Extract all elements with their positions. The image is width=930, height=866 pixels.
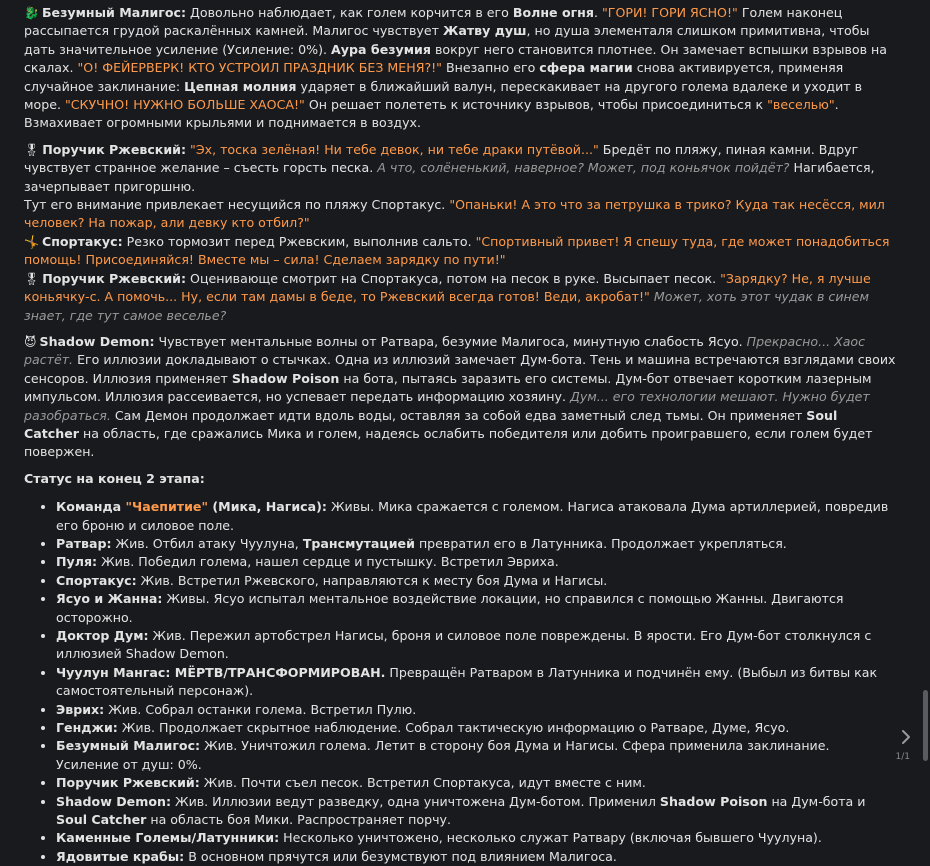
status-heading: Статус на конец 2 этапа: xyxy=(24,470,205,486)
bold-term: Shadow Poison xyxy=(659,793,768,809)
quote: "СКУЧНО! НУЖНО БОЛЬШЕ ХАОСА!" xyxy=(64,97,305,113)
quote: "Спортивный привет! Я спешу туда, где может понадобиться помощь! Присоединяйся! Вместе мы – сила! Сделаем зарядку по пути!" xyxy=(24,233,890,268)
list-item xyxy=(56,848,896,866)
text: , но душа элементаля слишком примитивна, чтобы дать значительное усиление (Усиление: 0%). xyxy=(24,23,870,57)
text: Живы. Ясуо испытал ментальное воздействие локации, но справился с помощью Жанны. Двигаются осторожно. xyxy=(56,591,844,625)
text: Жив. Встретил Ржевского, направляются к месту боя Дума и Нагисы. xyxy=(136,572,608,588)
text: Жив. Почти съел песок. Встретил Спортакуса, идут вместе с ним. xyxy=(199,775,646,791)
speaker-name: Поручик Ржевский: xyxy=(42,270,187,286)
text: . xyxy=(593,5,602,20)
bold-term: Каменные Големы/Латунники: xyxy=(56,830,280,846)
bold-term: (Мика, Нагиса): xyxy=(208,499,327,515)
thought: Дум... его технологии мешают. Нужно будет разобраться. xyxy=(24,389,870,423)
paragraph-rzhevsky-1 xyxy=(24,141,896,196)
text: Оценивающе смотрит на Спортакуса, потом на песок в руке. Высыпает песок. xyxy=(186,270,721,286)
bold-term: Shadow Demon: xyxy=(56,793,171,809)
thought: Может, хоть этот чудак в синем знает, где тут самое веселье? xyxy=(24,289,870,323)
text: Бредёт по пляжу, пиная камни. Вдруг чувствует странное желание – съесть горсть песка. xyxy=(24,141,859,176)
text: Несколько уничтожено, несколько служат Ратвару (включая бывшего Чуулуна). xyxy=(279,830,822,846)
text: Голем наконец рассыпается грудой раскалённых камней. Малигос чувствует xyxy=(24,5,843,39)
paragraph-maligos xyxy=(24,4,896,133)
thought: Прекрасно... Хаос растёт. xyxy=(24,333,866,368)
bold-term: Спортакус: xyxy=(56,572,137,588)
list-item xyxy=(56,793,896,830)
bold-term: Поручик Ржевский: xyxy=(56,775,200,791)
quote: "Чаепитие" xyxy=(125,499,209,515)
list-item xyxy=(56,627,896,664)
text: на область, где сражались Мика и голем, надеясь ослабить победителя или добить проигравшего, если голем будет повержен. xyxy=(24,425,873,460)
bold-term: Чуулун Мангас: МЁРТВ/ТРАНСФОРМИРОВАН. xyxy=(56,664,386,680)
quote: "Эх, тоска зелёная! Ни тебе девок, ни тебе драки путёвой..." xyxy=(190,141,599,157)
quote: "О! ФЕЙЕРВЕРК! КТО УСТРОИЛ ПРАЗДНИК БЕЗ МЕНЯ?!" xyxy=(77,60,442,76)
text: Живы. Мика сражается с големом. Нагиса атаковала Дума артиллерией, повредив его броню и силовое поле. xyxy=(56,499,889,533)
paragraph-sportacus xyxy=(24,233,896,270)
text: В основном прячутся или безумствуют под влиянием Малигоса. xyxy=(184,848,617,864)
list-item xyxy=(56,572,896,590)
list-item xyxy=(56,664,896,701)
medal-icon: 🎖 xyxy=(24,142,40,157)
bold-term: Аура безумия xyxy=(331,41,431,57)
status-list xyxy=(24,498,896,866)
bold-term: Soul Catcher xyxy=(24,407,838,441)
next-page-button[interactable] xyxy=(898,728,914,746)
acrobat-icon: 🤸 xyxy=(24,234,39,249)
list-item xyxy=(56,553,896,571)
text: Жив. Иллюзии ведут разведку, одна уничтожена Дум-ботом. Применил xyxy=(171,793,660,809)
text: Его иллюзии докладывают о стычках. Одна из иллюзий замечает Дум-бота. Тень и машина встречаются взглядами своих сенсоров. Иллюзия применяет xyxy=(24,352,896,386)
text: Жив. Отбил атаку Чуулуна, xyxy=(111,535,303,551)
bold-term: Волне огня xyxy=(512,5,594,20)
list-item xyxy=(56,774,896,792)
speaker-name: Спортакус: xyxy=(41,233,123,249)
quote: "Опаньки! А это что за петрушка в трико? Куда так несёсся, мил человек? На пожар, али девку кто отбил?" xyxy=(24,197,885,231)
page-indicator: 1/1 xyxy=(895,752,910,762)
paragraph-rzhevsky-3 xyxy=(24,270,896,325)
bold-term: Ядовитые крабы: xyxy=(56,848,185,864)
list-item xyxy=(56,719,896,737)
text: Резко тормозит перед Ржевским, выполнив сальто. xyxy=(122,233,476,249)
bold-term: Команда xyxy=(56,499,126,515)
bold-term: Ратвар: xyxy=(56,535,112,551)
text: Чувствует ментальные волны от Ратвара, безумие Малигоса, минутную слабость Ясуо. xyxy=(154,333,747,349)
quote: "Зарядку? Не, я лучше коньячку-с. А помочь... Ну, если там дамы в беде, то Ржевский всегда готов! Веди, акробат!" xyxy=(24,270,871,305)
bold-term: Пуля: xyxy=(56,554,98,570)
text: на область боя Мики. Распространяет порчу. xyxy=(146,812,451,828)
bold-term: Shadow Poison xyxy=(231,370,340,386)
list-item xyxy=(56,701,896,719)
speaker-name: Безумный Малигос: xyxy=(41,5,187,20)
dragon-icon: 🐉 xyxy=(24,6,39,20)
bold-term: Цепная молния xyxy=(184,78,297,94)
bold-term: Ясуо и Жанна: xyxy=(56,591,163,607)
scrollbar[interactable] xyxy=(920,0,930,761)
text: Жив. Уничтожил голема. Летит в сторону боя Дума и Нагисы. Сфера применила заклинание. Усиление от душ: 0%. xyxy=(56,738,830,772)
quote: "ГОРИ! ГОРИ ЯСНО!" xyxy=(601,5,738,20)
text: снова активируется, применяя случайное заклинание: xyxy=(24,60,844,94)
text: Он решает полететь к источнику взрывов, чтобы присоединиться к xyxy=(304,97,768,113)
text: Внезапно его xyxy=(441,60,540,76)
paragraph-shadow-demon xyxy=(24,333,896,462)
text: на бота, пытаясь заразить его системы. Дум-бот отвечает коротким лазерным импульсом. Иллюзия рассеивается, но успевает передать информацию хозяину. xyxy=(24,370,872,405)
paragraph-rzhevsky-2 xyxy=(24,196,896,233)
bold-term: Эврих: xyxy=(56,701,105,717)
text: Жив. Победил голема, нашел сердце и пустышку. Встретил Эвриха. xyxy=(97,554,559,570)
quote: "веселью" xyxy=(767,97,835,113)
text: ударяет в ближайший валун, перескакивает на другого голема вдалеке и уходит в море. xyxy=(24,78,863,113)
text: Жив. Собрал останки голема. Встретил Пулю. xyxy=(104,701,417,717)
text: Превращён Ратваром в Латунника и подчинён ему. (Выбыл из битвы как самостоятельный персонаж). xyxy=(56,664,878,699)
list-item xyxy=(56,590,896,627)
list-item xyxy=(56,829,896,847)
bold-term: Жатву душ xyxy=(442,23,527,39)
list-item xyxy=(56,498,896,535)
text: Довольно наблюдает, как голем корчится в его xyxy=(186,5,513,20)
list-item xyxy=(56,737,896,774)
chat-message-body xyxy=(24,4,896,866)
text: Жив. Пережил артобстрел Нагисы, броня и силовое поле повреждены. В ярости. Его Дум-бот столкнулся с иллюзией Shadow Demon. xyxy=(56,628,872,662)
demon-icon: 😈 xyxy=(24,334,37,349)
thought: А что, солёненький, наверное? Может, под коньячок пойдёт? xyxy=(377,160,790,176)
text: . Взмахивает огромными крыльями и поднимается в воздух. xyxy=(24,97,839,131)
bold-term: Трансмутацией xyxy=(302,535,415,551)
bold-term: Безумный Малигос: xyxy=(56,738,201,754)
text: на Дум-бота и xyxy=(767,793,866,809)
medal-icon: 🎖 xyxy=(24,271,40,286)
scrollbar-thumb[interactable] xyxy=(923,690,928,761)
bold-term: Генджи: xyxy=(56,720,118,736)
chevron-right-icon xyxy=(898,728,914,746)
text: Сам Демон продолжает идти вдоль воды, оставляя за собой едва заметный след тьмы. Он применяет xyxy=(110,407,807,423)
bold-term: Доктор Дум: xyxy=(56,628,149,643)
list-item xyxy=(56,535,896,553)
speaker-name: Поручик Ржевский: xyxy=(42,141,187,157)
text: Тут его внимание привлекает несущийся по пляжу Спортакус. xyxy=(24,197,450,213)
text: Жив. Продолжает скрытное наблюдение. Собрал тактическую информацию о Ратваре, Думе, Ясуо. xyxy=(117,720,790,736)
bold-term: сфера магии xyxy=(539,60,633,76)
text: превратил его в Латунника. Продолжает укрепляться. xyxy=(414,535,787,551)
speaker-name: Shadow Demon: xyxy=(39,333,155,349)
text: вокруг него становится плотнее. Он замечает вспышки взрывов на скалах. xyxy=(24,41,887,76)
text: Нагибается, зачерпывает пригоршню. xyxy=(24,160,875,194)
bold-term: Soul Catcher xyxy=(56,812,147,828)
